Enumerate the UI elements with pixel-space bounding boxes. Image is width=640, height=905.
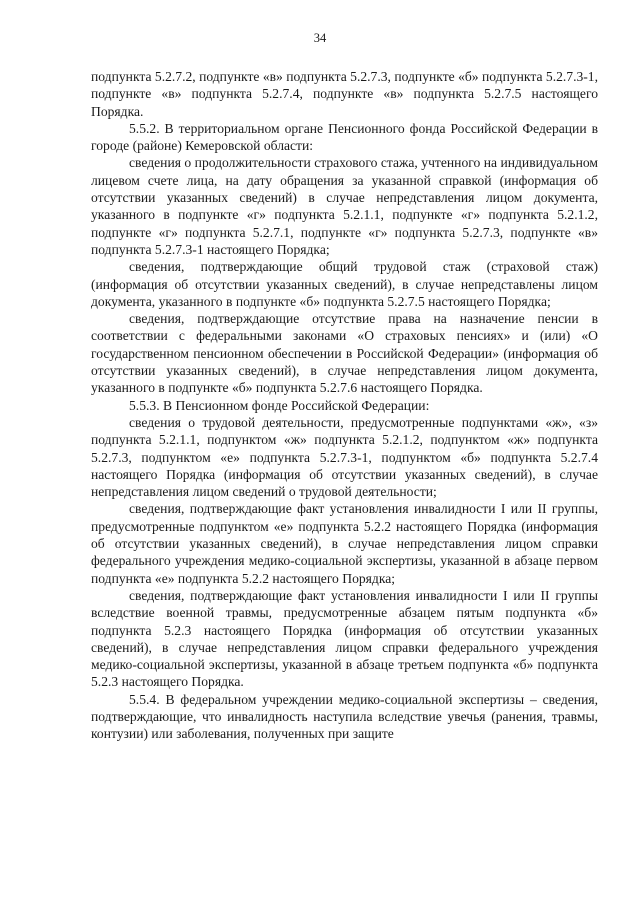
paragraph-military-trauma-disability: сведения, подтверждающие факт установления инвалидности I или II группы вследствие военной травмы, предусмотренные абзацем пятым подпункта «б» подпункта 5.2.3 настоящего Порядка (информация об отсутствии указанных сведений), в случае непредставления лицом справки федерального учреждения медико-социальной экспертизы, указанной в абзаце третьем подпункта «б» подпункта 5.2.3 настоящего Порядка. (91, 587, 598, 690)
paragraph-labor-activity: сведения о трудовой деятельности, предусмотренные подпунктами «ж», «з» подпункта 5.2.1.1, подпунктом «ж» подпункта 5.2.1.2, подпунктом «ж» подпункта 5.2.7.3, подпунктом «е» подпункта 5.2.7.3-1, подпунктом «б» подпункта 5.2.7.4 настоящего Порядка (информация об отсутствии указанных сведений), в случае непредставления лицом сведений о трудовой деятельности; (91, 414, 598, 500)
paragraph-no-pension-right: сведения, подтверждающие отсутствие права на назначение пенсии в соответствии с федеральными законами «О страховых пенсиях» и (или) «О государственном пенсионном обеспечении в Российской Федерации» (информация об отсутствии указанных сведений), в случае непредставления лицом документа, указанного в подпункте «б» подпункта 5.2.7.6 настоящего Порядка. (91, 311, 598, 396)
document-body (91, 68, 598, 743)
paragraph-5-5-4-heading: 5.5.4. В федеральном учреждении медико-социальной экспертизы – сведения, подтверждающие, что инвалидность наступила вследствие увечья (ранения, травмы, контузии) или заболевания, полученных при защите (91, 691, 598, 742)
paragraph-disability-group: сведения, подтверждающие факт установления инвалидности I или II группы, предусмотренные подпунктом «е» подпункта 5.2.2 настоящего Порядка (информация об отсутствии указанных сведений), в случае непредставления лицом справки федерального учреждения медико-социальной экспертизы, указанной в абзаце первом подпункта «е» подпункта 5.2.2 настоящего Порядка; (91, 501, 598, 586)
paragraph-5-5-2-heading: 5.5.2. В территориальном органе Пенсионного фонда Российской Федерации в городе (районе) Кемеровской области: (91, 120, 598, 154)
paragraph-5-5-3-heading: 5.5.3. В Пенсионном фонде Российской Федерации: (129, 397, 430, 413)
paragraph-continuation: подпункта 5.2.7.2, подпункте «в» подпункта 5.2.7.3, подпункте «б» подпункта 5.2.7.3-1, подпункте «в» подпункта 5.2.7.4, подпункте «в» подпункта 5.2.7.5 настоящего Порядка. (91, 69, 598, 119)
paragraph-insurance-length: сведения о продолжительности страхового стажа, учтенного на индивидуальном лицевом счете лица, на дату обращения за указанной справкой (информация об отсутствии указанных сведений) в случае непредставления лицом документа, указанного в подпункте «г» подпункта 5.2.1.1, подпункте «г» подпункта 5.2.1.2, подпункте «г» подпункта 5.2.7.1, подпункте «г» подпункта 5.2.7.3, подпункте «в» подпункта 5.2.7.3-1 настоящего Порядка; (91, 155, 598, 257)
paragraph-total-work-experience: сведения, подтверждающие общий трудовой стаж (страховой стаж) (информация об отсутствии указанных сведений), в случае непредставлены лицом документа, указанного в подпункте «б» подпункта 5.2.7.5 настоящего Порядка; (91, 259, 598, 309)
page-number: 34 (313, 31, 327, 45)
